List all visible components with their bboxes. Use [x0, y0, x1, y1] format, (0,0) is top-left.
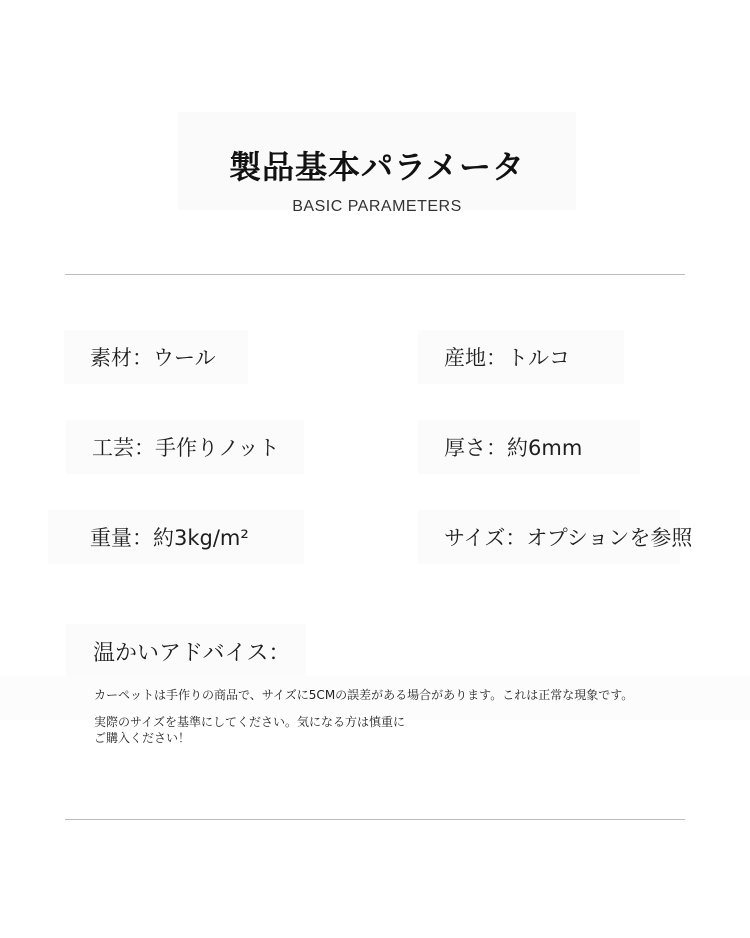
tip-line-3: ご購入ください！ [94, 731, 191, 745]
param-origin: 産地：トルコ [418, 330, 624, 384]
header-block [178, 112, 576, 215]
param-thickness: 厚さ：約6mm [418, 420, 640, 474]
tip-line-2: 実際のサイズを基準にしてください。気になる方は慎重に [94, 715, 406, 729]
page-subtitle: BASIC PARAMETERS [292, 198, 462, 215]
param-craft: 工芸：手作りノット [66, 420, 304, 474]
tip-line-1: カーペットは手作りの商品で、サイズに5CMの誤差がある場合があります。これは正常な現象です。 [94, 688, 634, 702]
param-size: サイズ：オプションを参照 [418, 510, 680, 564]
param-weight: 重量：約3kg/m² [48, 510, 304, 564]
page-title: 製品基本パラメータ [228, 148, 526, 186]
tips-heading: 温かいアドバイス： [66, 624, 306, 678]
bottom-divider [65, 819, 685, 820]
param-material: 素材：ウール [64, 330, 248, 384]
top-divider [65, 274, 685, 275]
